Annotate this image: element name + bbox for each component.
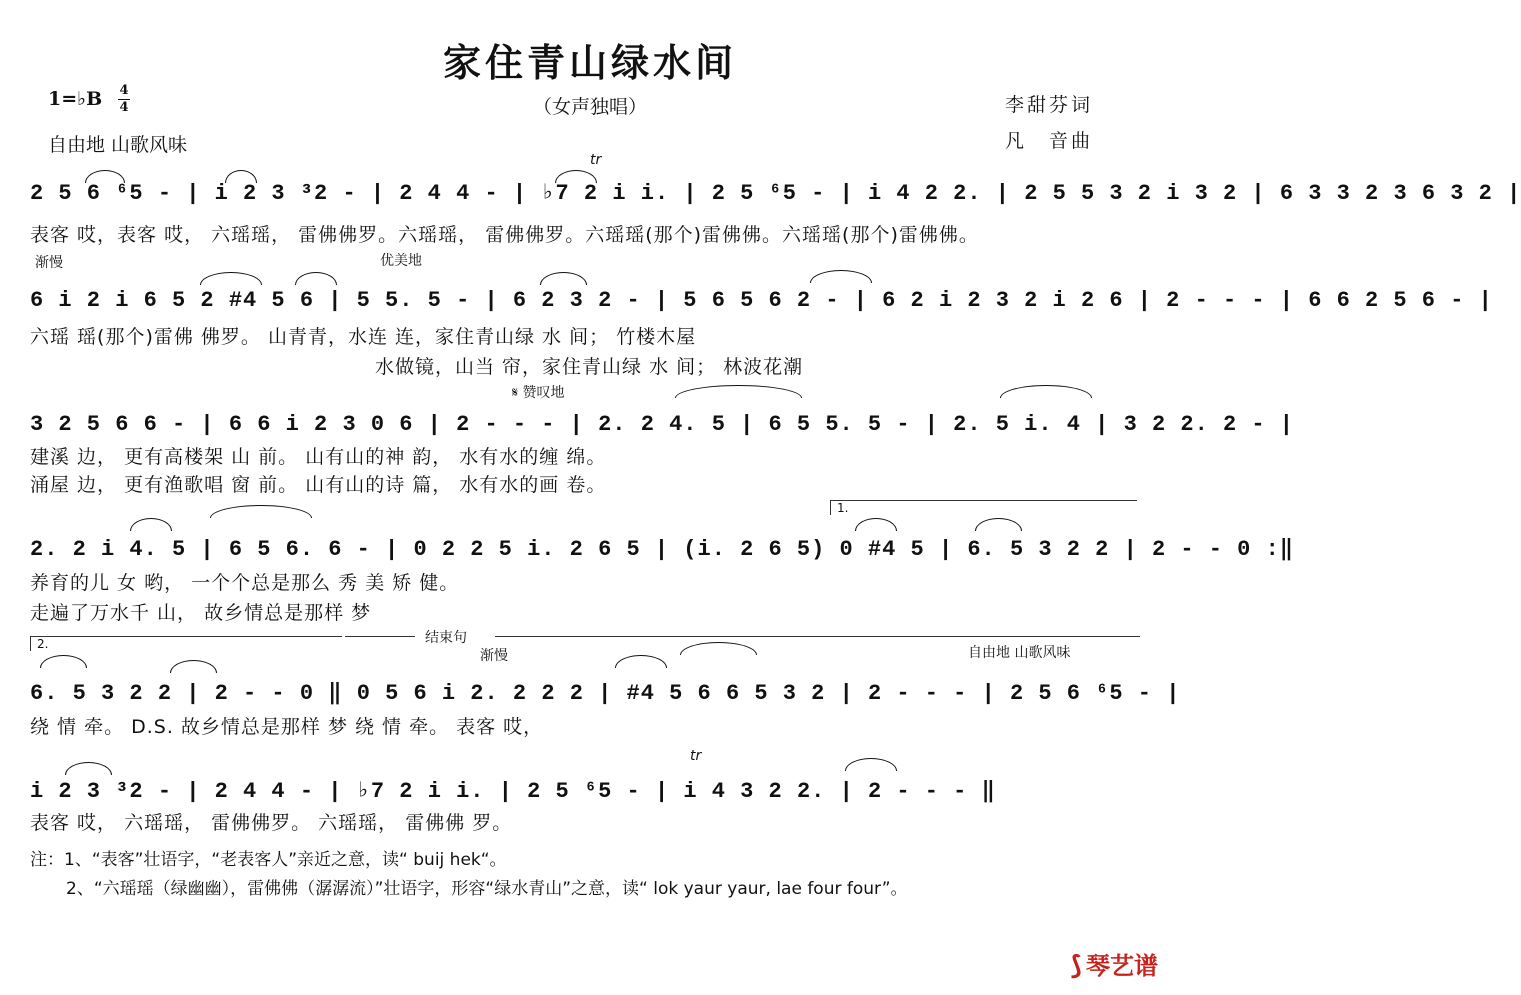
expression-mark: 优美地: [380, 253, 422, 269]
time-signature: [118, 84, 130, 115]
notation-row-2: 6 i 2 i 6 5 2 #4 5 6 | 5 5. 5 - | 6 2 3 2 - | 5 6 5 6 2 - | 6 2 i 2 3 2 i 2 6 | 2 - - - | 6 6 2 5 6 - |: [30, 288, 1493, 313]
slur: [1000, 385, 1092, 398]
slur: [975, 518, 1022, 531]
notation-row-4: 2. 2 i 4. 5 | 6 5 6. 6 - | 0 2 2 5 i. 2 6 5 | (i. 2 6 5) 0 #4 5 | 6. 5 3 2 2 | 2 - - 0 :‖: [30, 537, 1295, 562]
slur: [170, 660, 217, 673]
slur: [615, 655, 667, 668]
slur: [295, 272, 337, 285]
trill-mark: tr: [590, 152, 602, 168]
lyrics-row-3-verse-1: 建溪 边， 更有高楼架 山 前。 山有山的神 韵， 水有水的缠 绵。: [30, 446, 607, 468]
coda-line: [495, 636, 1140, 637]
slur: [855, 518, 897, 531]
notation-row-5: 6. 5 3 2 2 | 2 - - 0 ‖ 0 5 6 i 2. 2 2 2 | #4 5 6 6 5 3 2 | 2 - - - | 2 5 6 ⁶5 - |: [30, 681, 1181, 706]
watermark-text: 琴艺谱: [1086, 952, 1158, 980]
watermark-logo-icon: ⟆: [1070, 951, 1082, 981]
footnote-2: 2、“六瑶瑶（绿幽幽），雷佛佛（潺潺流）”壮语字，形容“绿水青山”之意，读“ lok yaur yaur, lae four four”。: [66, 879, 908, 899]
coda-line: [345, 636, 415, 637]
slur: [540, 272, 587, 285]
coda-label: 结束句: [425, 630, 467, 646]
tempo-mark: 渐慢: [35, 255, 63, 271]
trill-mark: tr: [690, 748, 702, 764]
notation-row-6: i 2 3 ³2 - | 2 4 4 - | ♭7 2 i i. | 2 5 ⁶5 - | i 4 3 2 2. | 2 - - - ‖: [30, 779, 996, 804]
composer: 凡 音曲: [1005, 130, 1094, 152]
tempo-mark: 渐慢: [480, 648, 508, 664]
expression-start: 自由地 山歌风味: [48, 134, 188, 156]
watermark: [1070, 946, 1158, 981]
key-signature: 1=♭B: [48, 88, 103, 110]
slur: [845, 758, 897, 771]
notation-row-1: 2 5 6 ⁶5 - | i 2 3 ³2 - | 2 4 4 - | ♭7 2 i i. | 2 5 ⁶5 - | i 4 2 2. | 2 5 5 3 2 i 3 2 | 6 3 3 2 3 6 3 2 |: [30, 181, 1521, 206]
song-title: 家住青山绿水间: [442, 41, 737, 85]
lyrics-row-4-verse-1: 养育的儿 女 哟， 一个个总是那么 秀 美 矫 健。: [30, 572, 460, 594]
slur: [680, 642, 757, 655]
footnote-1: 注：1、“表客”壮语字，“老表客人”亲近之意，读“ buij hek“。: [30, 850, 507, 870]
slur: [65, 762, 112, 775]
lyrics-row-2-verse-1: 六瑶 瑶(那个)雷佛 佛罗。 山青青，水连 连，家住青山绿 水 间； 竹楼木屋: [30, 326, 697, 348]
slur: [210, 505, 312, 518]
meter-numerator: 4: [119, 83, 129, 98]
subtitle: （女声独唱）: [532, 96, 647, 118]
second-ending: 2.: [30, 636, 342, 651]
lyrics-row-2-verse-2: 水做镜，山当 帘，家住青山绿 水 间； 林波花潮: [375, 356, 804, 378]
notation-row-3: 3 2 5 6 6 - | 6 6 i 2 3 0 6 | 2 - - - | 2. 2 4. 5 | 6 5 5. 5 - | 2. 5 i. 4 | 3 2 2. 2 - |: [30, 412, 1294, 437]
lyrics-row-5: 绕 情 牵。 D.S. 故乡情总是那样 梦 绕 情 牵。 表客 哎，: [30, 716, 544, 738]
segno-expression: 𝄋 赞叹地: [512, 385, 565, 401]
meter-denominator: 4: [119, 100, 129, 115]
lyrics-row-3-verse-2: 涌屋 边， 更有渔歌唱 窗 前。 山有山的诗 篇， 水有水的画 卷。: [30, 474, 607, 496]
lyrics-row-4-verse-2: 走遍了万水千 山， 故乡情总是那样 梦: [30, 602, 372, 624]
lyrics-row-1: 表客 哎，表客 哎， 六瑶瑶， 雷佛佛罗。六瑶瑶， 雷佛佛罗。六瑶瑶(那个)雷佛佛。六瑶瑶(那个)雷佛佛。: [30, 224, 979, 246]
lyrics-row-6: 表客 哎， 六瑶瑶， 雷佛佛罗。 六瑶瑶， 雷佛佛 罗。: [30, 812, 513, 834]
slur: [810, 270, 872, 283]
slur: [675, 385, 802, 398]
slur: [130, 518, 172, 531]
slur: [200, 272, 262, 285]
lyricist: 李甜芬词: [1005, 94, 1094, 116]
expression-end: 自由地 山歌风味: [968, 645, 1071, 661]
first-ending: 1.: [830, 500, 1137, 515]
slur: [40, 655, 87, 668]
